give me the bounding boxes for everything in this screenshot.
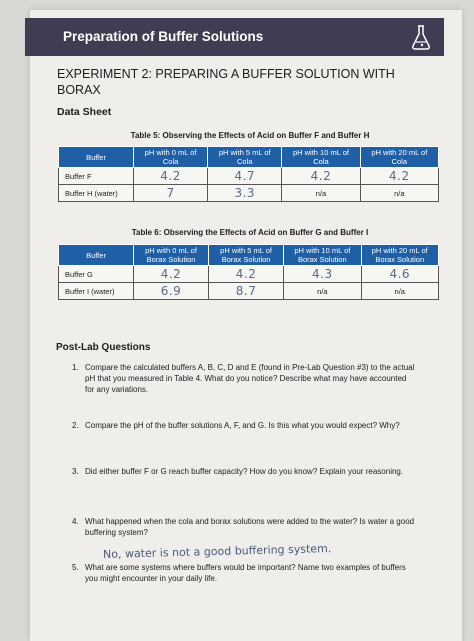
table6-header: pH with 0 mL of Borax Solution xyxy=(134,245,209,266)
handwritten-value: 7 xyxy=(134,185,208,202)
table6-header: pH with 20 mL of Borax Solution xyxy=(361,245,438,266)
header-banner xyxy=(25,18,444,56)
table5-caption: Table 5: Observing the Effects of Acid on Buffer F and Buffer H xyxy=(130,131,370,140)
handwritten-value: 4.2 xyxy=(282,168,360,185)
table-row xyxy=(59,168,439,185)
question-3 xyxy=(72,466,422,490)
cell-value: n/a xyxy=(361,283,438,300)
table-row xyxy=(59,283,439,300)
cell-value: n/a xyxy=(284,283,361,300)
question-number: 3. xyxy=(72,467,79,476)
table5-header: pH with 5 mL of Cola xyxy=(208,147,282,168)
question-1 xyxy=(72,362,422,396)
handwritten-value: 4.2 xyxy=(134,266,209,283)
table6-header: Buffer xyxy=(59,245,134,266)
table5-header: pH with 0 mL of Cola xyxy=(134,147,208,168)
handwritten-value: 4.2 xyxy=(209,266,284,283)
question-number: 5. xyxy=(72,563,79,572)
handwritten-value: 6.9 xyxy=(134,283,209,300)
handwritten-value: 4.3 xyxy=(284,266,361,283)
table5-header: Buffer xyxy=(59,147,134,168)
cell-value: n/a xyxy=(360,185,438,202)
table5-header-row xyxy=(59,147,439,168)
row-label: Buffer I (water) xyxy=(59,283,134,300)
experiment-title: EXPERIMENT 2: PREPARING A BUFFER SOLUTION WITH BORAX xyxy=(57,67,395,97)
row-label: Buffer G xyxy=(59,266,134,283)
handwritten-value: 4.6 xyxy=(361,266,438,283)
question-text: What happened when the cola and borax solutions were added to the water? Is water a good buffering system? xyxy=(85,517,415,537)
table6-header: pH with 5 mL of Borax Solution xyxy=(209,245,284,266)
table6 xyxy=(58,244,439,300)
cell-value: n/a xyxy=(282,185,360,202)
data-sheet-heading: Data Sheet xyxy=(57,106,112,118)
handwritten-value: 8.7 xyxy=(209,283,284,300)
postlab-heading: Post-Lab Questions xyxy=(56,342,151,353)
question-text: Did either buffer F or G reach buffer capacity? How do you know? Explain your reasoning. xyxy=(85,467,404,476)
row-label: Buffer F xyxy=(59,168,134,185)
question-number: 2. xyxy=(72,421,79,430)
question-2 xyxy=(72,420,422,444)
flask-icon xyxy=(410,24,432,50)
handwritten-answer: No, water is not a good buffering system. xyxy=(102,542,332,561)
question-number: 4. xyxy=(72,517,79,526)
question-text: What are some systems where buffers would be important? Name two examples of buffers you might encounter in your daily life. xyxy=(85,563,406,583)
table6-caption: Table 6: Observing the Effects of Acid on Buffer G and Buffer I xyxy=(131,228,369,237)
handwritten-value: 4.2 xyxy=(360,168,438,185)
table5 xyxy=(58,146,439,202)
table5-header: pH with 20 mL of Cola xyxy=(360,147,438,168)
table6-header: pH with 10 mL of Borax Solution xyxy=(284,245,361,266)
question-5 xyxy=(72,562,422,586)
table6-header-row xyxy=(59,245,439,266)
row-label: Buffer H (water) xyxy=(59,185,134,202)
handwritten-value: 3.3 xyxy=(208,185,282,202)
table5-header: pH with 10 mL of Cola xyxy=(282,147,360,168)
handwritten-value: 4.7 xyxy=(208,168,282,185)
handwritten-value: 4.2 xyxy=(134,168,208,185)
table-row xyxy=(59,185,439,202)
question-4 xyxy=(72,516,422,540)
table-row xyxy=(59,266,439,283)
question-text: Compare the calculated buffers A, B, C, D and E (found in Pre-Lab Question #3) to the actual pH that you measured in Table 4. What do you notice? Describe what may have accounted for any variations. xyxy=(85,363,415,394)
header-title: Preparation of Buffer Solutions xyxy=(63,29,264,44)
question-number: 1. xyxy=(72,363,79,372)
question-text: Compare the pH of the buffer solutions A, F, and G. Is this what you would expect? Why? xyxy=(85,421,400,430)
